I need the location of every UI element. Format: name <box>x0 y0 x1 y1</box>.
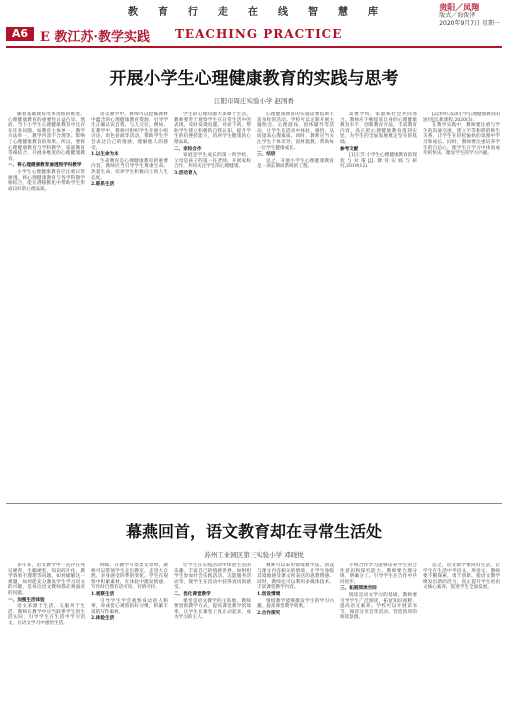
subheading: 1.创设情境 <box>257 591 281 597</box>
article-1-byline: 江阳市周庄实验小学 赵国香 <box>213 97 295 105</box>
section-title-en: TEACHING PRACTICE <box>175 27 343 41</box>
paper-name: 贵阳／凤翔 <box>439 3 480 12</box>
subheading: 1.观察生活 <box>91 591 115 597</box>
paragraph: [2]李明.浅谈小学心理健康教育的途径[J].新课程,2020(3). <box>423 112 500 123</box>
article-2-column <box>340 563 417 709</box>
paragraph: 阅读是语文学习的基础。教师要引导学生广泛阅读，拓宽知识视野，提高语文素养。学校可以开展读书节、阅读分享会等活动，营造浓厚的阅读氛围。 <box>340 592 417 621</box>
section-title: E 教江苏·教学实践 <box>40 30 150 45</box>
subheading: 三、结语 <box>257 152 276 158</box>
masthead-chars <box>118 3 388 18</box>
subheading: 参考文献 <box>340 146 359 152</box>
paragraph: 需要学校、家庭和社会共同努力。教师应不断提高自身的心理健康教育水平，创新教育方法，丰富教育内容，真正把心理健康教育落到实处，为学生的全面发展奠定坚实的基础。 <box>340 112 417 145</box>
subheading: 2.联系生活 <box>91 182 115 188</box>
paragraph: 家庭是学生成长的第一所学校，父母是孩子的第一任老师。开展家校合作，共同关注学生的心理健康。 <box>174 153 251 170</box>
masthead-char: 库 <box>368 7 378 18</box>
paragraph: 引导学生学会观察身边的人和事，养成留心观察的好习惯，积累丰富的写作素材。 <box>91 598 168 615</box>
paragraph: 语文教学中，教师可以挖掘教材中蕴含的心理健康教育资源，引导学生正确认识自我、与人交往。例如，在教学中，教师可组织学生开展小组讨论、角色扮演等活动，帮助学生学会表达自己的情感，理解他人的感受。 <box>91 112 168 151</box>
header-rule <box>6 46 502 48</box>
page-number: A6 <box>6 27 34 41</box>
article-1-column <box>340 112 417 494</box>
article-2-column <box>174 563 251 709</box>
article-1-column <box>174 112 251 494</box>
page-bar <box>0 24 508 44</box>
masthead-band <box>0 0 508 27</box>
paragraph: 例如，在教学写景类文章时，教师可以带领学生走出教室，走进大自然，亲身感受四季的变化。学生在观察中积累素材，在体验中激发情感，写作时自然有话可说、有情可抒。 <box>91 563 168 591</box>
article-2-column <box>91 563 168 709</box>
subheading: 3.活动育人 <box>174 170 198 176</box>
masthead-char: 教 <box>128 7 138 18</box>
paragraph: 总之，语文教学要回归生活，让学生在生活中学语文、用语文。教师要不断探索，勇于创新，使语文教学焕发出新的活力，真正提升学生的语文核心素养，促进学生全面发展。 <box>423 563 500 591</box>
paragraph: 教师可以采用情境教学法，创设与课文内容相关的情境，让学生身临其境地感受课文所表达的思想情感。同时，教师还可以利用多媒体技术，丰富课堂教学内容。 <box>257 563 334 591</box>
paragraph: 心理健康教育的实施需要借助丰富多样的活动。学校可以定期开展主题班会、心理游戏、团体辅导等活动，让学生在活动中体验、感悟，从而提高心理素质。同时，教师应当关注学生个体差异，因材施教，帮助每一位学生健康成长。 <box>257 112 334 151</box>
article-1-column <box>91 112 168 494</box>
layout-credit: 版式／海泼泽 <box>439 12 476 19</box>
paragraph: 学生的心理问题大多源于生活。教师要善于观察学生在日常生活中的表现，及时发现问题，对症下药。帮助学生建立积极的自我认知，提升学生的抗挫折能力，培养学生健康的心理品质。 <box>174 112 251 145</box>
paragraph: 总之，开展小学生心理健康教育是一项长期而系统的工程。 <box>257 158 334 170</box>
subheading: 三、拓展阅读空间 <box>340 586 377 592</box>
paragraph: 在教学实践中，教师要注重与学生的沟通交流，建立平等和谐的师生关系，让学生在轻松愉快的氛围中学习和成长。同时，教师要注重培养学生的自信心，使学生在学习中体验成功的快乐，激发学生的学习兴趣。 <box>423 123 500 157</box>
paragraph: 小组合作学习能够培养学生的合作意识和探究能力。教师要合理分组，明确分工，引导学生在合作中共同进步。 <box>340 563 417 585</box>
masthead-char: 走 <box>218 7 228 18</box>
paragraph: 多年来，语文教学中一直存在死记硬背、生搬硬套、知识碎片化、教学效果不理想等问题。如何破解这一难题，如何能充分激发学生学习语文的兴趣，是每位语文教师都必须面对的问题。 <box>8 563 85 596</box>
subheading: 1.以生命为本 <box>91 152 119 158</box>
article-1-column <box>423 112 500 494</box>
article-1-column <box>257 112 334 494</box>
paragraph: 生命教育是心理健康教育的重要内容。教师应当引导学生尊重生命、热爱生命，培养学生积极向上的人生态度。 <box>91 158 168 181</box>
issue-date: 2020年9月7日 星期一 <box>439 20 500 27</box>
article-1-title: 开展小学生心理健康教育的实践与思考 <box>109 69 399 89</box>
masthead-char: 慧 <box>338 7 348 18</box>
paragraph: 让学生在实践活动中体验生活的乐趣，丰富自己的情感世界。如组织学生参加社会实践活动、志愿服务活动等，使学生在活动中获得真切的感受。 <box>174 563 251 591</box>
subheading: 一、将心理健康教育渗透到学科教学 <box>8 163 82 169</box>
masthead-char: 育 <box>158 7 168 18</box>
subheading: 2.体验生活 <box>91 616 115 622</box>
subheading: 一、加强生活体验 <box>8 597 45 603</box>
masthead-char: 智 <box>308 7 318 18</box>
subheading: 2.合作探究 <box>257 610 281 616</box>
masthead-char: 行 <box>188 7 198 18</box>
masthead-char: 在 <box>248 7 258 18</box>
article-1-body <box>8 112 500 494</box>
paragraph: [1]王芳.小学生心理健康教育的现状与对策[J].教育实践与研究,2019(12). <box>340 153 417 170</box>
article-2-column <box>8 563 85 709</box>
article-2-title: 幕燕回首，语文教育却在寻常生活处 <box>125 522 382 541</box>
article-2-body <box>8 563 500 709</box>
paragraph: 情境教学能够激发学生的学习兴趣，提高课堂教学效果。 <box>257 598 334 610</box>
article-1-column <box>8 112 85 494</box>
subheading: 二、优化课堂教学 <box>174 591 211 597</box>
article-2-byline: 苏州工业园区第三实验小学 邓晓悦 <box>204 551 304 559</box>
masthead-char: 线 <box>278 7 288 18</box>
paragraph: 随着基础教育改革进程的推进，心理健康教育的重要性日益凸显。然而，当下小学生心理健康教育中还存在许多问题。如教育主体单一，教学方法单一，教学内容不合理等。影响了心理健康教育的效果。所以，要将心理健康教育与学科教学、家庭教育等相结合，开展多维度的心理健康教育。 <box>8 112 85 162</box>
article-divider <box>6 503 502 504</box>
paragraph: 语文来源于生活，又服务于生活。教师在教学中应当联系学生的生活实际，引导学生在生活中学习语文，在语文学习中感悟生活。 <box>8 604 85 626</box>
article-2-column <box>257 563 334 709</box>
paragraph: 课堂是语文教学的主阵地。教师要创新教学方式，提高课堂教学的效率，让学生在课堂上真正动起来，成为学习的主人。 <box>174 598 251 621</box>
article-2-column <box>423 563 500 709</box>
paragraph: 小学生心理健康教育应注重日常渗透。将心理健康教育与各学科教学相结合，能在潜移默化中帮助学生形成良好的心理品质。 <box>8 169 85 192</box>
subheading: 二、家校合作 <box>174 146 202 152</box>
